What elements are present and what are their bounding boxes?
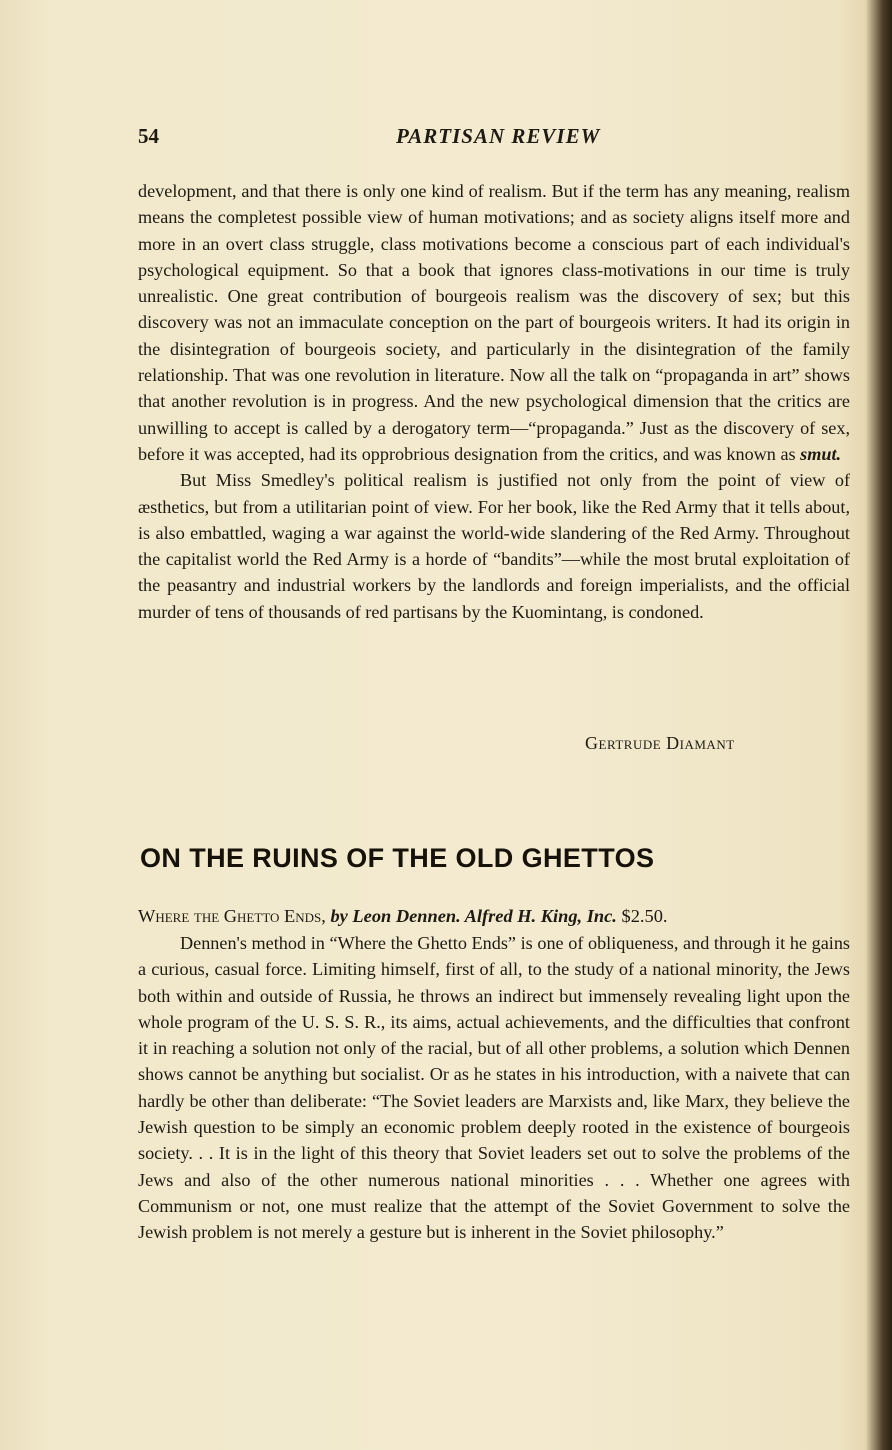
review-2-book-line — [138, 903, 850, 929]
book-title: Where the Ghetto Ends, — [138, 906, 326, 926]
review-1-signature: Gertrude Diamant — [585, 733, 735, 753]
journal-title: PARTISAN REVIEW — [396, 124, 601, 148]
review-1-paragraph-2: But Miss Smedley's political realism is justified not only from the point of view of æsthetics, but from a utilitarian point of view. For her book, like the Red Army that it tells about, is also embattled, waging a war against the world-wide slandering of the Red Army. Throughout the capitalist world the Red Army is a horde of “bandits”—while the most brutal exploitation of the peasantry and industrial workers by the landlords and foreign imperialists, and the official murder of tens of thousands of red partisans by the Kuomintang, is condoned. — [138, 470, 850, 622]
review-2-heading: ON THE RUINS OF THE OLD GHETTOS — [140, 843, 655, 873]
book-price: $2.50. — [621, 906, 668, 926]
page-number: 54 — [138, 124, 159, 148]
review-2-body — [138, 930, 850, 1246]
review-1-paragraph-1 — [138, 178, 850, 467]
review-1-paragraph-1-text: development, and that there is only one kind of realism. But if the term has any meaning, realism means the completest possible view of human motivations; and as society aligns itself more and more in an overt class struggle, class motivations become a conscious part of each individual's psychological equipment. So that a book that ignores class-motivations in our time is truly unrealistic. One great contribution of bourgeois realism was the discovery of sex; but this discovery was not an immaculate conception on the part of bourgeois writers. It had its origin in the disintegration of bourgeois society, and particularly in the disintegration of the family relationship. That was one revolution in literature. Now all the talk on “propaganda in art” shows that another revolution is in progress. And the new psychological dimension that the critics are unwilling to accept is called by a derogatory term—“propaganda.” Just as the discovery of sex, before it was accepted, had its opprobrious designation from the critics, and was known as — [138, 181, 850, 464]
review-2-paragraph-1: Dennen's method in “Where the Ghetto Ends” is one of obliqueness, and through it he gains a curious, casual force. Limiting himself, first of all, to the study of a national minority, the Jews both within and outside of Russia, he throws an indirect but immensely revealing light upon the whole program of the U. S. S. R., its aims, actual achievements, and the difficulties that confront it in reaching a solution not only of the racial, but of all other problems, a solution which Dennen shows cannot be anything but socialist. Or as he states in his introduction, with a naivete that can hardly be other than deliberate: “The Soviet leaders are Marxists and, like Marx, they believe the Jewish question to be simply an economic problem deeply rooted in the existence of bourgeois society. . . It is in the light of this theory that Soviet leaders set out to solve the problems of the Jews and also of the other numerous national minorities . . . Whether one agrees with Communism or not, one must realize that the attempt of the Soviet Government to solve the Jewish problem is not merely a gesture but is inherent in the Soviet philosophy.” — [138, 933, 850, 1243]
review-1-paragraph-1-smut: smut. — [800, 443, 842, 464]
review-1-body — [138, 178, 850, 625]
book-author-publisher: by Leon Dennen. Alfred H. King, Inc. — [330, 906, 617, 926]
running-head — [138, 124, 838, 164]
